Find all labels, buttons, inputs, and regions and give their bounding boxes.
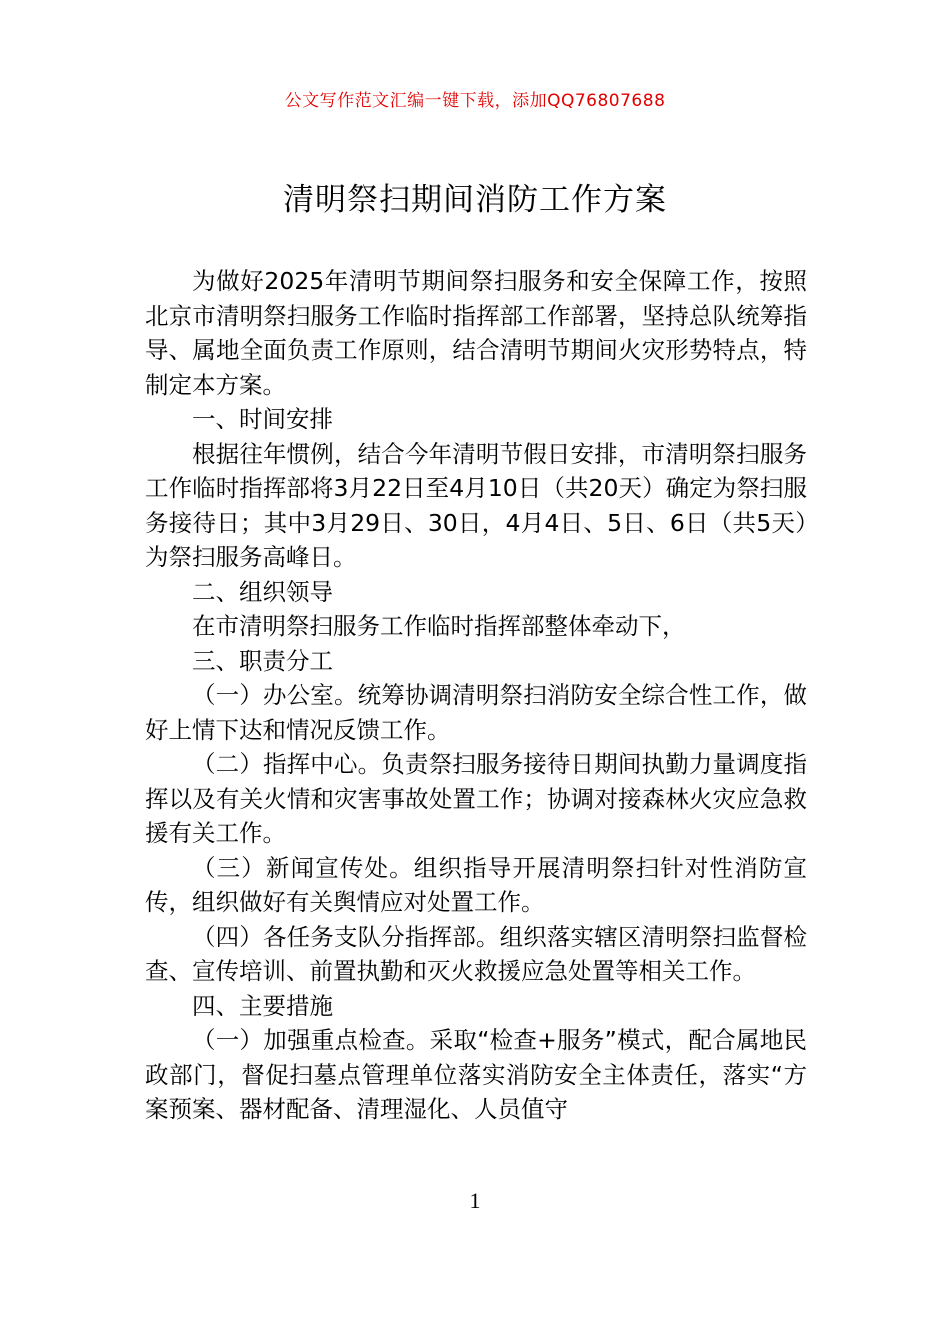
duty-publicity-paragraph: （三）新闻宣传处。组织指导开展清明祭扫针对性消防宣传，组织做好有关舆情应对处置工作。 bbox=[145, 853, 807, 916]
page-number: 1 bbox=[469, 1188, 481, 1213]
duty-command-center-paragraph: （二）指挥中心。负责祭扫服务接待日期间执勤力量调度指挥以及有关火情和灾害事故处置工作；协调对接森林火灾应急救援有关工作。 bbox=[145, 750, 807, 847]
watermark-text: 公文写作范文汇编一键下载，添加QQ76807688 bbox=[284, 91, 666, 111]
section-heading-duties: 三、职责分工 bbox=[192, 646, 333, 675]
duty-detachments-paragraph: （四）各任务支队分指挥部。组织落实辖区清明祭扫监督检查、宣传培训、前置执勤和灭火救援应急处置等相关工作。 bbox=[145, 922, 807, 985]
intro-paragraph: 为做好2025年清明节期间祭扫服务和安全保障工作，按照北京市清明祭扫服务工作临时指挥部工作部署，坚持总队统筹指导、属地全面负责工作原则，结合清明节期间火灾形势特点，特制定本方案。 bbox=[145, 267, 807, 399]
section-heading-schedule: 一、时间安排 bbox=[192, 405, 333, 433]
section-heading-measures: 四、主要措施 bbox=[192, 991, 333, 1020]
document-title: 清明祭扫期间消防工作方案 bbox=[283, 182, 667, 218]
duty-office-paragraph: （一）办公室。统筹协调清明祭扫消防安全综合性工作，做好上情下达和情况反馈工作。 bbox=[145, 681, 807, 744]
section-heading-leadership: 二、组织领导 bbox=[192, 577, 333, 606]
document-body bbox=[145, 264, 807, 1127]
schedule-paragraph: 根据往年惯例，结合今年清明节假日安排，市清明祭扫服务工作临时指挥部将3月22日至4月10日（共20天）确定为祭扫服务接待日；其中3月29日、30日，4月4日、5日、6日（共5天）为祭扫服务高峰日。 bbox=[145, 439, 807, 571]
measure-inspection-paragraph: （一）加强重点检查。采取“检查+服务”模式，配合属地民政部门，督促扫墓点管理单位落实消防安全主体责任，落实“方案预案、器材配备、清理湿化、人员值守 bbox=[145, 1026, 807, 1123]
leadership-paragraph: 在市清明祭扫服务工作临时指挥部整体牵动下， bbox=[192, 612, 686, 640]
